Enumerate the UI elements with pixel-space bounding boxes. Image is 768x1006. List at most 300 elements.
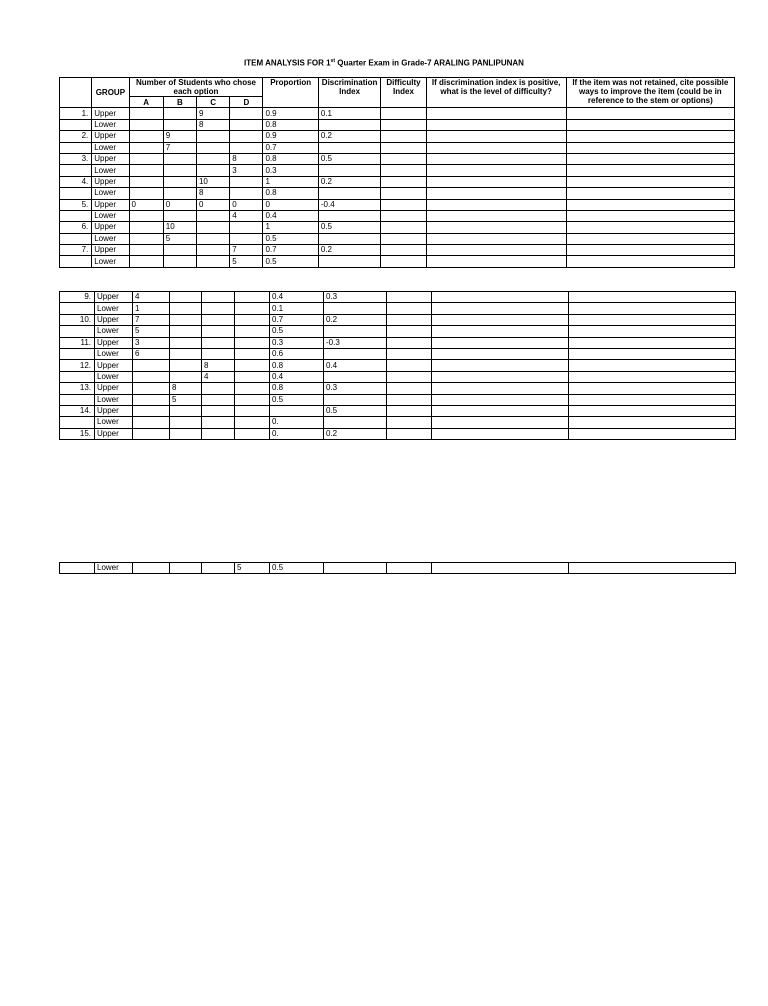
item-analysis-table-2	[59, 291, 736, 440]
option-a-cell: 5	[133, 326, 170, 337]
option-d-cell	[230, 222, 263, 233]
difficulty-cell	[387, 326, 432, 337]
option-d-cell	[230, 119, 263, 130]
table-row	[60, 428, 736, 439]
option-a-cell	[129, 245, 163, 256]
option-d-cell	[230, 176, 263, 187]
group-cell: Lower	[95, 417, 133, 428]
improve-cell	[566, 142, 734, 153]
table-row	[60, 153, 735, 164]
level-cell	[426, 233, 566, 244]
option-d-cell	[230, 108, 263, 119]
discrimination-cell	[324, 326, 387, 337]
item-number-cell	[60, 348, 95, 359]
option-d-cell: 7	[230, 245, 263, 256]
item-number-cell: 7.	[60, 245, 92, 256]
level-cell	[432, 314, 569, 325]
group-cell: Upper	[92, 245, 129, 256]
option-c-cell: 0	[196, 199, 229, 210]
option-d-cell: 5	[235, 563, 270, 574]
level-cell	[426, 256, 566, 267]
option-b-cell	[170, 292, 202, 303]
discrimination-cell	[318, 256, 380, 267]
level-cell	[426, 210, 566, 221]
difficulty-cell	[381, 210, 426, 221]
discrimination-cell	[318, 142, 380, 153]
proportion-cell: 0.8	[270, 383, 324, 394]
level-cell	[432, 417, 569, 428]
discrimination-cell: -0.3	[324, 337, 387, 348]
table-row	[60, 394, 736, 405]
group-cell: Upper	[95, 314, 133, 325]
option-a-header: A	[129, 97, 163, 108]
improve-cell	[569, 417, 736, 428]
item-number-cell: 6.	[60, 222, 92, 233]
item-number-cell	[60, 142, 92, 153]
option-b-cell	[163, 153, 196, 164]
option-b-cell	[170, 428, 202, 439]
option-b-cell	[170, 360, 202, 371]
difficulty-cell	[381, 256, 426, 267]
improve-cell	[569, 563, 736, 574]
option-b-cell: 10	[163, 222, 196, 233]
option-a-cell	[129, 165, 163, 176]
level-cell	[426, 176, 566, 187]
improve-cell	[569, 360, 736, 371]
group-cell: Upper	[92, 222, 129, 233]
option-a-cell: 4	[133, 292, 170, 303]
table-row	[60, 119, 735, 130]
option-c-cell	[196, 256, 229, 267]
option-c-cell	[196, 245, 229, 256]
option-a-cell: 7	[133, 314, 170, 325]
difficulty-cell	[387, 337, 432, 348]
discrimination-cell	[324, 394, 387, 405]
proportion-cell: 0.5	[270, 394, 324, 405]
discrimination-cell: 0.2	[324, 428, 387, 439]
table-3-body	[60, 563, 736, 574]
proportion-cell: 0.	[270, 428, 324, 439]
discrimination-cell	[324, 303, 387, 314]
group-cell: Upper	[95, 292, 133, 303]
group-cell: Upper	[92, 153, 129, 164]
proportion-cell: 0.5	[263, 233, 318, 244]
difficulty-cell	[387, 314, 432, 325]
improve-cell	[566, 233, 734, 244]
group-cell: Upper	[95, 405, 133, 416]
option-a-cell	[133, 428, 170, 439]
proportion-cell: 0.7	[270, 314, 324, 325]
option-a-cell	[129, 153, 163, 164]
option-a-cell	[129, 142, 163, 153]
item-number-cell: 11.	[60, 337, 95, 348]
group-cell: Upper	[92, 131, 129, 142]
option-c-cell	[202, 337, 235, 348]
discrimination-cell	[318, 210, 380, 221]
improve-cell	[566, 188, 734, 199]
option-c-cell	[202, 405, 235, 416]
difficulty-cell	[381, 108, 426, 119]
level-cell	[432, 405, 569, 416]
option-d-cell	[235, 394, 270, 405]
improve-cell	[569, 383, 736, 394]
option-a-cell	[133, 417, 170, 428]
option-d-cell	[235, 417, 270, 428]
table-row	[60, 131, 735, 142]
improve-cell	[569, 303, 736, 314]
item-number-cell	[60, 119, 92, 130]
difficulty-cell	[381, 153, 426, 164]
item-number-cell	[60, 563, 95, 574]
option-c-cell	[202, 303, 235, 314]
num-students-header: Number of Students who chose each option	[129, 78, 263, 97]
option-b-header: B	[163, 97, 196, 108]
difficulty-cell	[381, 245, 426, 256]
discrimination-cell: 0.3	[324, 292, 387, 303]
improve-cell	[566, 222, 734, 233]
proportion-header: Proportion	[263, 78, 318, 108]
group-cell: Upper	[95, 337, 133, 348]
group-cell: Upper	[95, 360, 133, 371]
table-row	[60, 292, 736, 303]
discrimination-cell	[318, 119, 380, 130]
level-cell	[432, 348, 569, 359]
option-b-cell: 8	[170, 383, 202, 394]
table-row	[60, 326, 736, 337]
group-cell: Lower	[92, 119, 129, 130]
option-b-cell: 5	[170, 394, 202, 405]
option-b-cell	[170, 348, 202, 359]
option-b-cell	[170, 371, 202, 382]
difficulty-cell	[381, 176, 426, 187]
item-number-cell: 4.	[60, 176, 92, 187]
improve-cell	[566, 119, 734, 130]
option-a-cell	[133, 383, 170, 394]
option-b-cell	[163, 188, 196, 199]
group-cell: Upper	[92, 176, 129, 187]
improve-cell	[566, 131, 734, 142]
level-header: If discrimination index is positive, what is the level of difficulty?	[426, 78, 566, 108]
difficulty-cell	[387, 405, 432, 416]
group-cell: Lower	[92, 188, 129, 199]
option-b-cell: 9	[163, 131, 196, 142]
level-cell	[432, 303, 569, 314]
level-cell	[426, 199, 566, 210]
improve-cell	[569, 428, 736, 439]
proportion-cell: 1	[263, 222, 318, 233]
proportion-cell: 0.3	[270, 337, 324, 348]
option-b-cell	[170, 563, 202, 574]
discrimination-cell: 0.3	[324, 383, 387, 394]
item-number-cell	[60, 256, 92, 267]
option-a-cell	[129, 108, 163, 119]
level-cell	[432, 394, 569, 405]
table-row	[60, 348, 736, 359]
table-row	[60, 563, 736, 574]
option-b-cell	[163, 165, 196, 176]
improve-cell	[566, 210, 734, 221]
improve-cell	[566, 108, 734, 119]
option-b-cell	[163, 256, 196, 267]
discrimination-cell: 0.5	[318, 222, 380, 233]
item-number-cell	[60, 233, 92, 244]
group-cell: Upper	[92, 108, 129, 119]
group-cell: Lower	[92, 233, 129, 244]
option-a-cell: 0	[129, 199, 163, 210]
option-b-cell	[163, 108, 196, 119]
difficulty-cell	[387, 417, 432, 428]
option-a-cell	[129, 233, 163, 244]
option-c-cell	[202, 417, 235, 428]
discrimination-cell	[324, 417, 387, 428]
group-cell: Lower	[95, 371, 133, 382]
difficulty-cell	[381, 131, 426, 142]
option-c-cell	[196, 222, 229, 233]
difficulty-cell	[381, 199, 426, 210]
option-c-cell: 8	[196, 188, 229, 199]
proportion-cell: 0.8	[263, 119, 318, 130]
group-cell: Lower	[92, 142, 129, 153]
discrimination-cell	[324, 348, 387, 359]
discrimination-cell: 0.1	[318, 108, 380, 119]
item-number-cell	[60, 417, 95, 428]
improve-cell	[566, 153, 734, 164]
table-row	[60, 176, 735, 187]
proportion-cell	[270, 405, 324, 416]
option-d-cell: 4	[230, 210, 263, 221]
item-number-cell: 3.	[60, 153, 92, 164]
option-d-cell	[235, 314, 270, 325]
difficulty-cell	[381, 142, 426, 153]
option-d-cell	[230, 131, 263, 142]
improve-cell	[566, 245, 734, 256]
item-number-cell: 14.	[60, 405, 95, 416]
proportion-cell: 0.8	[263, 188, 318, 199]
table-row	[60, 108, 735, 119]
item-number-cell	[60, 326, 95, 337]
proportion-cell: 0.7	[263, 245, 318, 256]
proportion-cell: 0.1	[270, 303, 324, 314]
item-number-cell: 15.	[60, 428, 95, 439]
improve-cell	[566, 256, 734, 267]
group-cell: Upper	[95, 383, 133, 394]
group-cell: Upper	[95, 428, 133, 439]
table-row	[60, 371, 736, 382]
option-a-cell	[129, 210, 163, 221]
proportion-cell: 0.8	[263, 153, 318, 164]
option-a-cell	[133, 563, 170, 574]
option-c-cell: 8	[196, 119, 229, 130]
option-a-cell	[129, 131, 163, 142]
option-c-cell	[196, 153, 229, 164]
group-cell: Lower	[92, 165, 129, 176]
group-cell: Lower	[95, 563, 133, 574]
item-number-header	[60, 78, 92, 108]
item-number-cell	[60, 165, 92, 176]
table-row	[60, 199, 735, 210]
option-c-header: C	[196, 97, 229, 108]
table-row	[60, 303, 736, 314]
option-d-cell	[235, 326, 270, 337]
option-b-cell: 0	[163, 199, 196, 210]
level-cell	[432, 326, 569, 337]
option-d-cell	[235, 292, 270, 303]
option-c-cell	[202, 326, 235, 337]
option-d-header: D	[230, 97, 263, 108]
group-cell: Lower	[95, 326, 133, 337]
option-b-cell	[163, 245, 196, 256]
option-d-cell	[235, 348, 270, 359]
option-a-cell	[133, 405, 170, 416]
table-2-body	[60, 292, 736, 440]
difficulty-cell	[387, 383, 432, 394]
table-row	[60, 245, 735, 256]
proportion-cell: 0.5	[263, 256, 318, 267]
discrimination-cell: 0.5	[318, 153, 380, 164]
option-a-cell: 1	[133, 303, 170, 314]
difficulty-header: Difficulty Index	[381, 78, 426, 108]
option-c-cell	[202, 563, 235, 574]
difficulty-cell	[387, 292, 432, 303]
improve-cell	[566, 176, 734, 187]
item-number-cell	[60, 303, 95, 314]
option-c-cell	[202, 292, 235, 303]
option-b-cell	[170, 303, 202, 314]
difficulty-cell	[381, 233, 426, 244]
improve-cell	[569, 326, 736, 337]
discrimination-cell	[318, 233, 380, 244]
difficulty-cell	[387, 563, 432, 574]
item-analysis-table-1	[59, 77, 735, 268]
option-d-cell	[230, 142, 263, 153]
proportion-cell: 0.7	[263, 142, 318, 153]
improve-cell	[569, 337, 736, 348]
option-c-cell: 8	[202, 360, 235, 371]
difficulty-cell	[381, 119, 426, 130]
improve-header: If the item was not retained, cite possible ways to improve the item (could be in reference to the stem or options)	[566, 78, 734, 108]
option-d-cell	[235, 337, 270, 348]
level-cell	[432, 563, 569, 574]
proportion-cell: 0.4	[263, 210, 318, 221]
discrimination-cell	[324, 371, 387, 382]
table-row	[60, 165, 735, 176]
option-c-cell: 9	[196, 108, 229, 119]
item-number-cell: 10.	[60, 314, 95, 325]
proportion-cell: 0.8	[270, 360, 324, 371]
difficulty-cell	[381, 222, 426, 233]
option-c-cell	[196, 233, 229, 244]
table-row	[60, 233, 735, 244]
option-d-cell	[235, 303, 270, 314]
item-number-cell: 12.	[60, 360, 95, 371]
improve-cell	[569, 314, 736, 325]
level-cell	[426, 245, 566, 256]
option-b-cell	[170, 337, 202, 348]
option-a-cell	[129, 176, 163, 187]
item-number-cell: 9.	[60, 292, 95, 303]
option-b-cell	[163, 119, 196, 130]
discrimination-cell: 0.4	[324, 360, 387, 371]
improve-cell	[569, 371, 736, 382]
group-cell: Lower	[95, 303, 133, 314]
difficulty-cell	[387, 360, 432, 371]
option-b-cell	[170, 417, 202, 428]
document-title: ITEM ANALYSIS FOR 1st Quarter Exam in Grade-7 ARALING PANLIPUNAN	[244, 58, 524, 68]
level-cell	[432, 383, 569, 394]
proportion-cell: 0.9	[263, 108, 318, 119]
table-row	[60, 256, 735, 267]
table-1-body	[60, 108, 735, 267]
table-row	[60, 360, 736, 371]
group-cell: Upper	[92, 199, 129, 210]
option-d-cell: 8	[230, 153, 263, 164]
option-d-cell	[230, 233, 263, 244]
difficulty-cell	[381, 165, 426, 176]
discrimination-cell	[324, 563, 387, 574]
proportion-cell: 0.4	[270, 292, 324, 303]
proportion-cell: 0.5	[270, 563, 324, 574]
option-b-cell: 5	[163, 233, 196, 244]
option-b-cell	[170, 405, 202, 416]
option-c-cell	[196, 142, 229, 153]
level-cell	[426, 131, 566, 142]
level-cell	[432, 360, 569, 371]
discrimination-cell: 0.2	[324, 314, 387, 325]
difficulty-cell	[387, 428, 432, 439]
proportion-cell: 0.	[270, 417, 324, 428]
option-c-cell	[202, 348, 235, 359]
level-cell	[426, 153, 566, 164]
table-row	[60, 210, 735, 221]
level-cell	[426, 165, 566, 176]
level-cell	[426, 108, 566, 119]
difficulty-cell	[381, 188, 426, 199]
option-c-cell	[202, 383, 235, 394]
group-cell: Lower	[92, 210, 129, 221]
difficulty-cell	[387, 348, 432, 359]
level-cell	[426, 119, 566, 130]
item-number-cell	[60, 210, 92, 221]
level-cell	[432, 371, 569, 382]
item-number-cell: 13.	[60, 383, 95, 394]
item-analysis-table-3	[59, 562, 736, 574]
option-b-cell: 7	[163, 142, 196, 153]
item-number-cell	[60, 188, 92, 199]
discrimination-header: Discrimination Index	[318, 78, 380, 108]
option-b-cell	[163, 176, 196, 187]
item-number-cell: 1.	[60, 108, 92, 119]
table-row	[60, 417, 736, 428]
option-b-cell	[163, 210, 196, 221]
option-c-cell	[196, 131, 229, 142]
discrimination-cell	[318, 165, 380, 176]
level-cell	[432, 292, 569, 303]
table-row	[60, 383, 736, 394]
item-number-cell: 2.	[60, 131, 92, 142]
option-d-cell	[235, 360, 270, 371]
option-a-cell: 3	[133, 337, 170, 348]
group-header: GROUP	[92, 78, 129, 108]
proportion-cell: 0.6	[270, 348, 324, 359]
improve-cell	[569, 394, 736, 405]
improve-cell	[566, 165, 734, 176]
table-row	[60, 222, 735, 233]
option-c-cell	[202, 314, 235, 325]
table-row	[60, 314, 736, 325]
option-a-cell: 6	[133, 348, 170, 359]
option-c-cell: 10	[196, 176, 229, 187]
improve-cell	[569, 292, 736, 303]
